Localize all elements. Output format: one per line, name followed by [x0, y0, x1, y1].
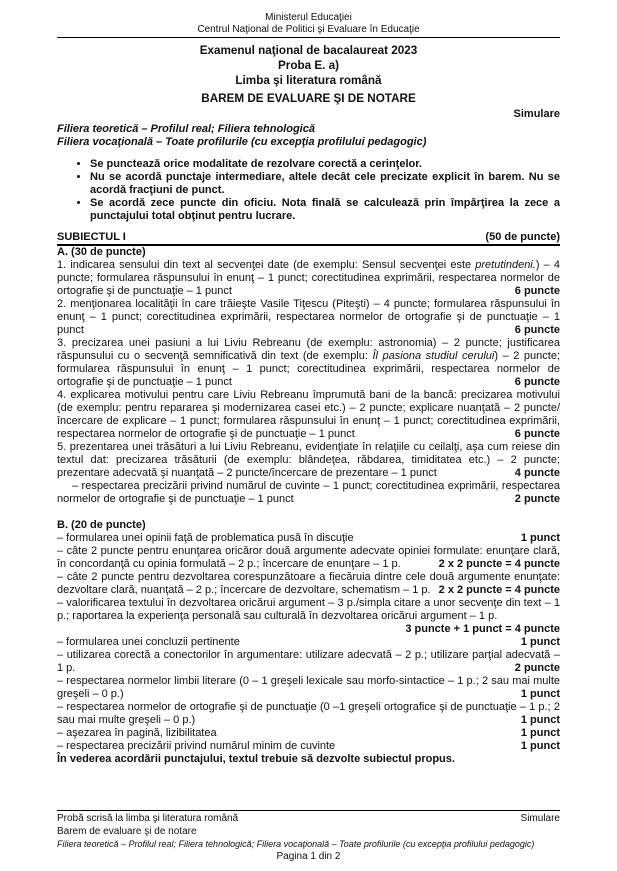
item-text: – utilizarea corectă a conectorilor în argumentare: utilizare adecvată – 2 p.; utilizare parţial adecvată – 1 p.: [57, 649, 560, 674]
points-badge: 3 puncte + 1 punct = 4 puncte: [405, 623, 560, 635]
rubric-item-b2: [57, 545, 560, 571]
footer-session: Simulare: [520, 813, 560, 824]
exam-subject: Limba şi literatura română: [235, 74, 382, 87]
footer-page-number: Pagina 1 din 2: [276, 850, 341, 862]
rubric-item-a4: [57, 389, 560, 441]
rubric-item-b3: [57, 571, 560, 597]
rubric-item-a3: [57, 337, 560, 389]
rubric-item-b1: [57, 532, 560, 545]
document-footer: [57, 810, 560, 863]
points-badge: 1 punct: [520, 532, 560, 544]
rule-item: • Nu se acordă punctaje intermediare, altele decât cele precizate explicit în barem. Nu se acordă fracţiuni de punct.: [90, 171, 560, 197]
item-text: 1. indicarea sensului din text al secvenţei date (de exemplu: Sensul secvenţei este: [57, 259, 476, 271]
rule-item: • Se acordă zece puncte din oficiu. Nota finală se calculează prin împărţirea la zece a punctajului total obţinut pentru lucrare.: [90, 197, 560, 223]
points-badge: 1 punct: [520, 636, 560, 648]
item-text: ) – 2 puncte; formularea răspunsului în enunţ – 1 punct; corectitudinea exprimării, respectarea normelor de ortografie şi de punctuaţie – 1 punct: [57, 350, 560, 388]
sectionB-title: B. (20 de puncte): [57, 519, 146, 531]
item-quote: pretutindeni.: [475, 259, 536, 271]
footer-barem: Barem de evaluare şi de notare: [57, 825, 197, 837]
item-text: 3. precizarea unei pasiuni a lui Liviu Rebreanu (de exemplu: astronomia) – 2 puncte; justificarea răspunsului cu o secvenţă semnificativă din text (de exemplu:: [57, 337, 560, 362]
rubric-item-b8: [57, 701, 560, 727]
barem-title: BAREM DE EVALUARE ŞI DE NOTARE: [201, 92, 416, 105]
rubric-item-a5b: [57, 480, 560, 506]
scoring-note: În vederea acordării punctajului, textul trebuie să dezvolte subiectul propus.: [57, 753, 455, 765]
points-badge: 1 punct: [520, 727, 560, 739]
document-header: [57, 12, 560, 38]
points-badge: 4 puncte: [514, 467, 560, 479]
footer-filiera: Filiera teoretică – Profilul real; Filiera tehnologică; Filiera vocaţională – Toate profilurile (cu excepţia profilului pedagogic): [57, 839, 535, 849]
item-text: 4. explicarea motivului pentru care Liviu Rebreanu împrumută bani de la bancă: precizarea motivului (de exemplu: pentru repararea şi modernizarea casei etc.) – 2 puncte; explicare nuanţată – 2 puncte/încercare de explicare – 1 punct; formularea răspunsului în enunţ – 1 punct; corectitudinea exprimării, respectarea normelor de ortografie şi de punctuaţie – 1 punct: [57, 389, 560, 440]
rubric-item-b10: [57, 740, 560, 753]
item-text: – respectarea precizării privind numărul de cuvinte – 1 punct; corectitudinea exprimării, respectarea normelor de ortografie şi de punctuaţie – 1 punct: [57, 480, 560, 505]
points-badge: 2 x 2 puncte = 4 puncte: [438, 584, 560, 596]
exam-probe: Proba E. a): [277, 59, 340, 72]
title-block: [57, 44, 560, 105]
subject1-heading-row: [57, 231, 560, 246]
item-text: – respectarea normelor limbii literare (0 – 1 greşeli lexicale sau morfo-sintactice – 1 p.; 2 sau mai multe greşeli – 0 p.): [57, 675, 560, 700]
rule-item: • Se punctează orice modalitate de rezolvare corectă a cerinţelor.: [90, 158, 560, 171]
rubric-item-a5: [57, 441, 560, 480]
rubric-item-b6: [57, 649, 560, 675]
subject1-heading: SUBIECTUL I: [57, 231, 126, 243]
filiera-line-1: Filiera teoretică – Profilul real; Filiera tehnologică: [57, 123, 315, 135]
item-quote: Îl pasiona studiul cerului: [372, 350, 495, 362]
institution-name: Centrul Naţional de Politici şi Evaluare în Educaţie: [197, 23, 420, 35]
rubric-item-b9: [57, 727, 560, 740]
item-text: – valorificarea textului în dezvoltarea oricărui argument – 3 p./simpla citare a unor secvenţe din text – 1 p.; raportarea la experienţa personală sau culturală în dezvoltarea oricărui argument – 1 p.: [57, 597, 560, 622]
subject1-total-points: (50 de puncte): [485, 231, 560, 243]
session-label: Simulare: [513, 108, 560, 120]
points-badge: 1 punct: [520, 714, 560, 726]
item-text: ) – 4 puncte; formularea răspunsului în enunţ – 1 punct; corectitudinea exprimării, respectarea normelor de ortografie şi de punctuaţie – 1 punct: [57, 259, 560, 297]
rubric-item-b4: [57, 597, 560, 636]
points-badge: 6 puncte: [514, 285, 560, 297]
general-rules-list: [57, 158, 560, 223]
item-text: – respectarea normelor de ortografie şi de punctuaţie (0 –1 greşeli ortografice şi de punctuaţie – 1 p.; 2 sau mai multe greşeli – 0 p.): [57, 701, 560, 726]
filiera-line-2: Filiera vocaţională – Toate profilurile (cu excepţia profilului pedagogic): [57, 136, 427, 148]
rubric-item-a2: [57, 298, 560, 337]
rubric-item-b7: [57, 675, 560, 701]
points-badge: 1 punct: [520, 688, 560, 700]
points-badge: 6 puncte: [514, 324, 560, 336]
footer-proba: Probă scrisă la limba şi literatura română: [57, 813, 239, 824]
points-badge: 6 puncte: [514, 376, 560, 388]
item-text: – câte 2 puncte pentru dezvoltarea corespunzătoare a fiecăruia dintre cele două argumente enunţate: dezvoltare clară, nuanţată – 2 p.; încercare de dezvoltare, schematism – 1 p.: [57, 571, 560, 596]
exam-title: Examenul naţional de bacalaureat 2023: [199, 44, 418, 57]
points-badge: 2 puncte: [514, 662, 560, 674]
item-text: – câte 2 puncte pentru enunţarea oricăror două argumente adecvate opiniei formulate: enunţare clară, în concordanţă cu opinia formulată – 2 p.; încercare de enunţare – 1 p.: [57, 545, 560, 570]
item-text: – respectarea precizării privind numărul minim de cuvinte: [57, 740, 336, 752]
points-badge: 2 x 2 puncte = 4 puncte: [438, 558, 560, 570]
item-text: – aşezarea în pagină, lizibilitatea: [57, 727, 217, 739]
item-text: 2. menţionarea localităţii în care trăieşte Vasile Tiţescu (Piteşti) – 4 puncte; formularea răspunsului în enunţ – 1 punct; corectitudinea exprimării, respectarea normelor de ortografie şi de punctuaţie – 1 punct: [57, 298, 560, 336]
item-text: 5. prezentarea unei trăsături a lui Liviu Rebreanu, evidenţiate în relaţiile cu ceilalţi, aşa cum reiese din textul dat: precizarea trăsăturii (de exemplu: blândeţea, răbdarea, timiditatea etc.) – 2 puncte; prezentare adecvată şi nuanţată – 2 puncte/încercare de prezentare – 1 punct: [57, 441, 560, 479]
ministry-name: Ministerul Educaţiei: [265, 12, 352, 23]
rubric-item-a1: [57, 259, 560, 298]
item-text: – formularea unei opinii faţă de problematica pusă în discuţie: [57, 532, 354, 544]
points-badge: 1 punct: [520, 740, 560, 752]
rubric-item-b5: [57, 636, 560, 649]
points-badge: 6 puncte: [514, 428, 560, 440]
item-text: – formularea unei concluzii pertinente: [57, 636, 240, 648]
sectionA-title: A. (30 de puncte): [57, 246, 146, 258]
points-badge: 2 puncte: [514, 493, 560, 505]
